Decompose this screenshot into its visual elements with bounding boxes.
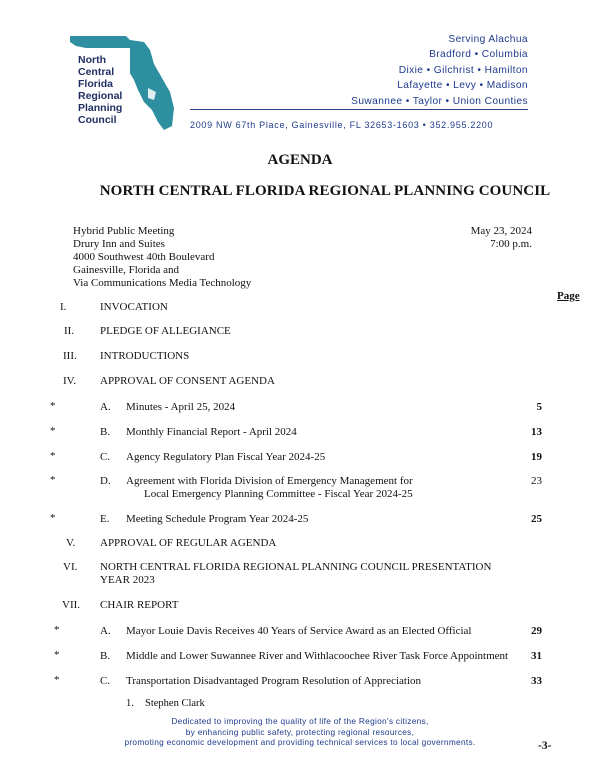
contact-address: 2009 NW 67th Place, Gainesville, FL 32653-1603 • 352.955.2200 bbox=[190, 120, 494, 130]
page-column-header: Page bbox=[557, 290, 580, 302]
item-text: Transportation Disadvantaged Program Resolution of Appreciation bbox=[126, 675, 422, 687]
item-letter: A. bbox=[100, 401, 111, 413]
logo-line: North bbox=[78, 54, 106, 66]
footer-line: promoting economic development and providing technical services to local governments. bbox=[124, 737, 476, 747]
serving-counties bbox=[351, 32, 528, 109]
item-text: APPROVAL OF REGULAR AGENDA bbox=[100, 537, 277, 549]
item-text-continued: Local Emergency Planning Committee - Fiscal Year 2024-25 bbox=[144, 488, 413, 500]
serving-line: Dixie • Gilchrist • Hamilton bbox=[398, 64, 528, 76]
consent-asterisk: * bbox=[50, 512, 56, 524]
item-text: INTRODUCTIONS bbox=[100, 350, 190, 362]
item-number: VI. bbox=[63, 561, 78, 573]
item-letter: E. bbox=[100, 513, 110, 525]
item-text: Mayor Louie Davis Receives 40 Years of Service Award as an Elected Official bbox=[126, 625, 472, 637]
item-page: 33 bbox=[531, 675, 542, 687]
item-text-continued: YEAR 2023 bbox=[100, 574, 155, 586]
item-page: 29 bbox=[531, 625, 542, 637]
item-letter: B. bbox=[100, 426, 111, 438]
sub-item-number: 1. bbox=[126, 698, 134, 709]
item-text: NORTH CENTRAL FLORIDA REGIONAL PLANNING COUNCIL PRESENTATION bbox=[100, 561, 492, 573]
consent-asterisk: * bbox=[50, 400, 56, 412]
council-logo-text bbox=[78, 54, 122, 126]
item-text: CHAIR REPORT bbox=[100, 599, 179, 611]
logo-line: Regional bbox=[78, 90, 123, 102]
item-page: 23 bbox=[531, 475, 542, 487]
agenda-subtitle: NORTH CENTRAL FLORIDA REGIONAL PLANNING COUNCIL bbox=[99, 183, 551, 199]
item-text: Middle and Lower Suwannee River and Withlacoochee River Task Force Appointment bbox=[126, 650, 509, 662]
item-letter: A. bbox=[100, 625, 111, 637]
footer-line: by enhancing public safety, protecting regional resources, bbox=[185, 726, 415, 737]
meeting-date: May 23, 2024 bbox=[470, 225, 532, 237]
sub-item-text: Stephen Clark bbox=[145, 698, 205, 709]
header-divider bbox=[190, 109, 528, 110]
serving-line: Suwannee • Taylor • Union Counties bbox=[351, 95, 528, 107]
consent-asterisk: * bbox=[54, 624, 60, 636]
item-page: 25 bbox=[531, 513, 542, 525]
item-letter: D. bbox=[100, 475, 111, 487]
item-page: 31 bbox=[531, 650, 542, 662]
meeting-datetime bbox=[470, 225, 532, 251]
item-page: 19 bbox=[531, 451, 542, 463]
page-number: -3- bbox=[538, 740, 552, 752]
footer-line: Dedicated to improving the quality of life of the Region's citizens, bbox=[171, 716, 429, 726]
item-text: Meeting Schedule Program Year 2024-25 bbox=[126, 513, 309, 525]
item-text: APPROVAL OF CONSENT AGENDA bbox=[100, 375, 275, 387]
logo-line: Florida bbox=[78, 78, 114, 90]
item-page: 5 bbox=[536, 401, 542, 413]
meeting-line: Hybrid Public Meeting bbox=[73, 225, 175, 237]
meeting-line: Gainesville, Florida and bbox=[73, 264, 180, 276]
consent-asterisk: * bbox=[50, 425, 56, 437]
item-number: II. bbox=[64, 325, 75, 337]
item-letter: B. bbox=[100, 650, 111, 662]
consent-asterisk: * bbox=[54, 674, 60, 686]
consent-asterisk: * bbox=[50, 450, 56, 462]
item-page: 13 bbox=[531, 426, 542, 438]
item-text: Agreement with Florida Division of Emergency Management for bbox=[126, 475, 413, 487]
item-number: VII. bbox=[62, 599, 81, 611]
serving-line: Bradford • Columbia bbox=[429, 49, 528, 61]
consent-asterisk: * bbox=[50, 474, 56, 486]
meeting-time: 7:00 p.m. bbox=[490, 238, 532, 250]
item-text: Agency Regulatory Plan Fiscal Year 2024-25 bbox=[126, 451, 326, 463]
meeting-line: Drury Inn and Suites bbox=[73, 238, 165, 250]
item-text: PLEDGE OF ALLEGIANCE bbox=[100, 325, 231, 337]
meeting-line: 4000 Southwest 40th Boulevard bbox=[73, 251, 215, 263]
item-number: IV. bbox=[63, 375, 76, 387]
item-text: INVOCATION bbox=[100, 301, 168, 313]
item-number: V. bbox=[66, 537, 76, 549]
meeting-location bbox=[73, 225, 251, 290]
agenda-title: AGENDA bbox=[267, 152, 333, 168]
logo-line: Council bbox=[78, 114, 117, 126]
item-text: Monthly Financial Report - April 2024 bbox=[126, 426, 297, 438]
item-number: I. bbox=[60, 301, 67, 313]
meeting-line: Via Communications Media Technology bbox=[73, 277, 252, 289]
footer-mission bbox=[60, 716, 540, 748]
item-text: Minutes - April 25, 2024 bbox=[126, 401, 236, 413]
logo-line: Planning bbox=[78, 102, 123, 114]
item-number: III. bbox=[63, 350, 77, 362]
consent-asterisk: * bbox=[54, 649, 60, 661]
serving-line: Serving Alachua bbox=[448, 34, 528, 45]
logo-line: Central bbox=[78, 66, 115, 78]
serving-line: Lafayette • Levy • Madison bbox=[397, 80, 528, 92]
item-letter: C. bbox=[100, 451, 111, 463]
item-letter: C. bbox=[100, 675, 111, 687]
